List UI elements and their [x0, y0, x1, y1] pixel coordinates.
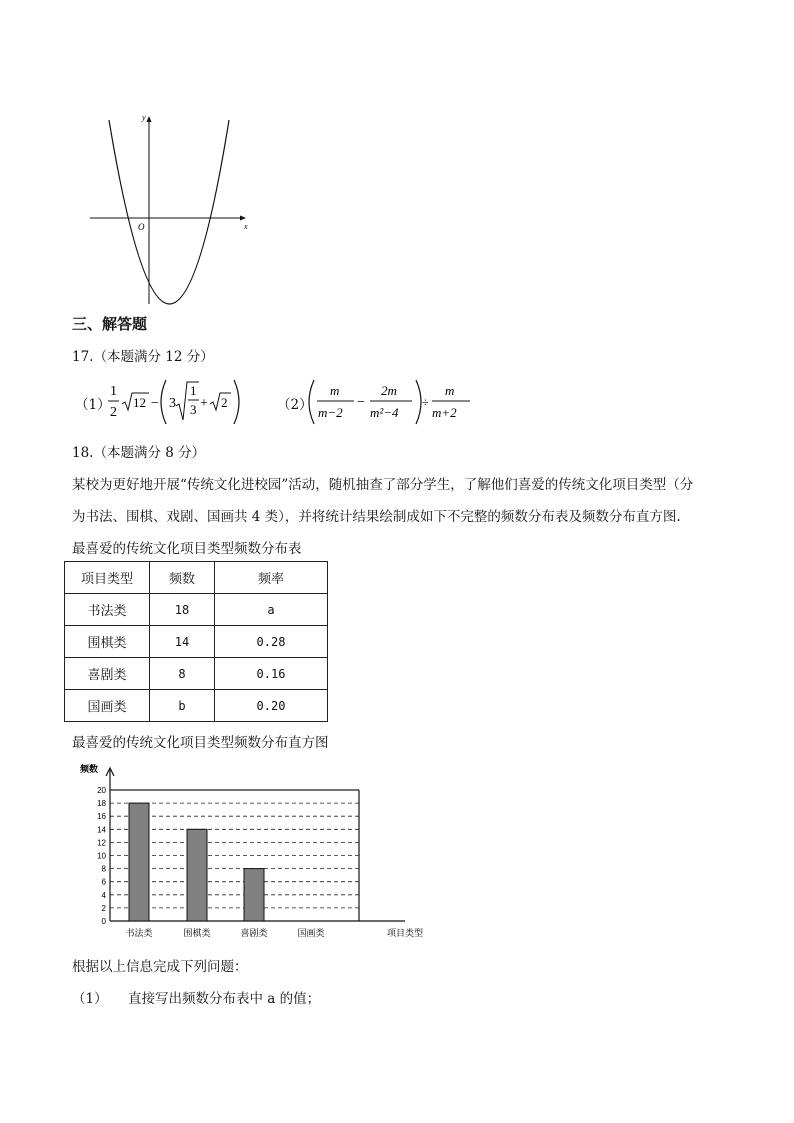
table-header-cell: 项目类型: [65, 562, 150, 594]
q18-paragraph-line1: 某校为更好地开展“传统文化进校园”活动，随机抽查了部分学生，了解他们喜爱的传统文化项目类型（分: [72, 477, 694, 493]
x-axis-title: 项目类型: [386, 929, 424, 939]
half-num: 1: [110, 384, 117, 399]
table-cell: 围棋类: [65, 626, 150, 658]
y-tick-label: 2: [101, 903, 106, 913]
x-axis-arrow: [240, 216, 246, 221]
table-cell: 喜剧类: [65, 658, 150, 690]
section-title: 三、解答题: [72, 315, 148, 333]
histogram-bar: [129, 803, 149, 921]
third-num: 1: [190, 383, 197, 398]
table-cell: 14: [150, 626, 215, 658]
y-axis-arrow: [147, 116, 152, 122]
minus-sign-2: −: [357, 395, 365, 410]
table-row: [65, 690, 328, 722]
q18-header: 18.（本题满分 8 分）: [72, 445, 206, 461]
frequency-histogram: [70, 760, 424, 942]
sqrt2-value: 2: [221, 395, 228, 410]
coef-3: 3: [169, 396, 176, 411]
y-tick-label: 18: [97, 799, 106, 809]
category-label: 喜剧类: [240, 929, 268, 939]
table-cell: a: [215, 594, 328, 626]
y-axis-label: y: [142, 113, 146, 122]
table-cell: 0.28: [215, 626, 328, 658]
y-tick-label: 0: [101, 917, 106, 926]
y-tick-label: 12: [97, 838, 106, 848]
table-row: [65, 594, 328, 626]
y-tick-label: 14: [97, 825, 106, 835]
half-den: 2: [110, 405, 117, 420]
y-tick-label: 4: [101, 890, 106, 900]
q17-part1-expression: [104, 376, 244, 428]
chart-title: 最喜爱的传统文化项目类型频数分布直方图: [72, 735, 329, 751]
y-tick-label: 20: [97, 786, 106, 795]
y-tick-label: 6: [101, 877, 106, 887]
q17-part2-expression: [304, 376, 474, 428]
left-paren: [161, 380, 166, 424]
parabola-curve: [109, 120, 229, 304]
m1-den: m−2: [318, 405, 343, 420]
table-cell: 8: [150, 658, 215, 690]
table-cell: 书法类: [65, 594, 150, 626]
plus-sign: +: [200, 396, 208, 411]
minus-sign: −: [151, 396, 159, 411]
sqrt12-value: 12: [133, 395, 146, 410]
histogram-bar: [187, 829, 207, 921]
m2-den: m²−4: [370, 405, 399, 420]
m2-num: 2m: [381, 383, 397, 398]
divide-sign: ÷: [422, 395, 429, 409]
table-row: [65, 658, 328, 690]
table-header-cell: 频数: [150, 562, 215, 594]
m1-num: m: [330, 383, 340, 398]
frequency-table: [64, 561, 328, 722]
y-tick-label: 8: [101, 864, 106, 874]
y-tick-label: 16: [97, 812, 106, 822]
followup-intro: 根据以上信息完成下列问题：: [72, 959, 248, 975]
table-header-cell: 频率: [215, 562, 328, 594]
category-label: 国画类: [297, 929, 325, 939]
table-cell: 0.16: [215, 658, 328, 690]
sub1-label: （1）: [72, 991, 108, 1007]
right-paren: [234, 380, 239, 424]
table-cell: 国画类: [65, 690, 150, 722]
m3-num: m: [445, 383, 455, 398]
q18-paragraph-line2: 为书法、围棋、戏剧、国画共 4 类），并将统计结果绘制成如下不完整的频数分布表及频数分布直方图.: [72, 509, 681, 525]
table-cell: 18: [150, 594, 215, 626]
third-den: 3: [190, 402, 197, 417]
m3-den: m+2: [432, 405, 457, 420]
category-label: 围棋类: [183, 929, 211, 939]
histogram-bar: [244, 869, 264, 921]
x-axis-label: x: [244, 222, 248, 231]
q17-header: 17.（本题满分 12 分）: [72, 349, 214, 365]
table-title: 最喜爱的传统文化项目类型频数分布表: [72, 541, 302, 557]
table-row: [65, 626, 328, 658]
parabola-graph: [80, 108, 260, 306]
origin-label: O: [138, 222, 145, 232]
table-cell: b: [150, 690, 215, 722]
q17-part1-label: （1）: [75, 397, 111, 413]
q17-part2-label: （2）: [277, 397, 313, 413]
right-paren-2: [416, 380, 421, 424]
y-axis-title: 频数: [80, 765, 99, 775]
table-cell: 0.20: [215, 690, 328, 722]
y-tick-label: 10: [97, 851, 106, 861]
category-label: 书法类: [125, 929, 153, 939]
table-header-row: [65, 562, 328, 594]
sub1-text: 直接写出频数分布表中 a 的值；: [128, 991, 321, 1007]
left-paren-2: [309, 380, 314, 424]
